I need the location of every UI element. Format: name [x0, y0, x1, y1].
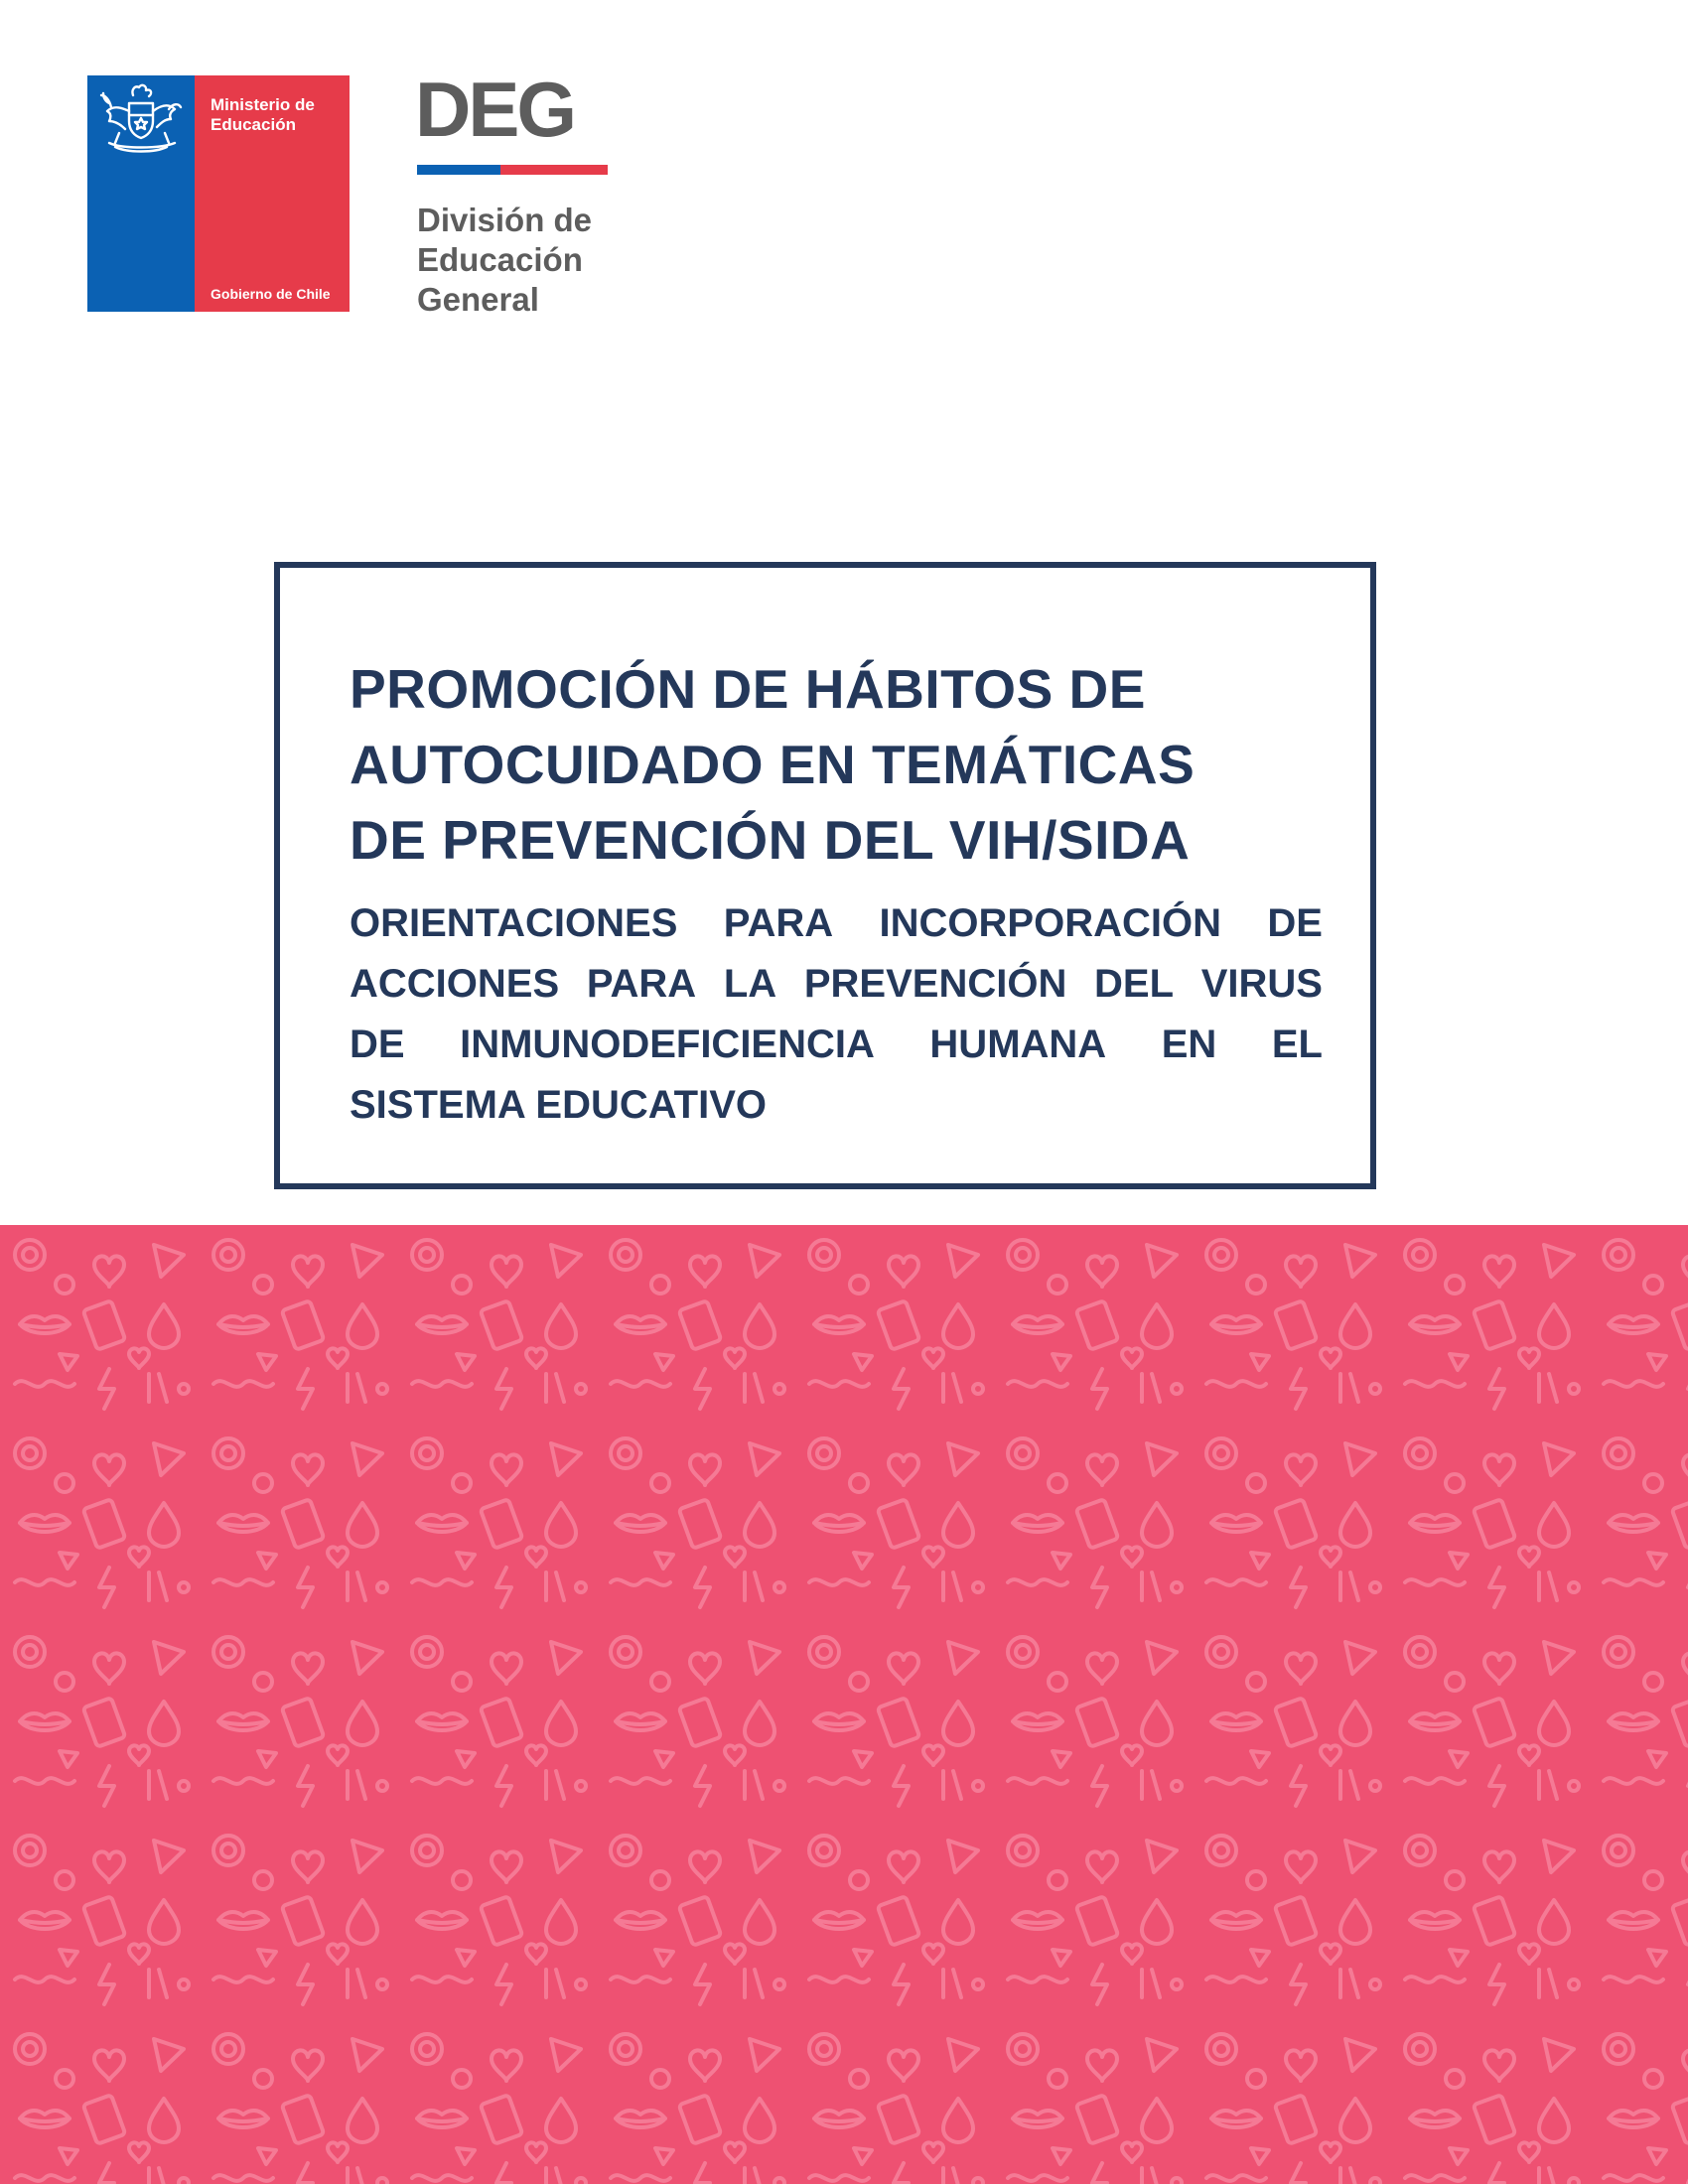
subtitle-word: DE: [1267, 901, 1323, 945]
title-box: [274, 562, 1376, 1189]
document-subtitle: [350, 893, 1323, 1136]
subtitle-line-1: [350, 893, 1323, 954]
subtitle-word: INMUNODEFICIENCIA: [460, 1023, 875, 1066]
flag-stripe-red: [500, 165, 608, 175]
subtitle-word: ORIENTACIONES: [350, 901, 678, 945]
subtitle-word: LA: [723, 962, 777, 1006]
subtitle-word: INCORPORACIÓN: [879, 901, 1221, 945]
subtitle-line-3: [350, 1015, 1323, 1075]
subtitle-word: PARA: [723, 901, 834, 945]
division-name-line-1: División de: [417, 202, 593, 238]
logo-blue-panel: [87, 75, 195, 312]
government-label: Gobierno de Chile: [211, 286, 331, 302]
ministry-name-line-1: Ministerio de: [211, 95, 315, 114]
title-line-1: PROMOCIÓN DE HÁBITOS DE: [350, 658, 1146, 720]
document-title: [350, 651, 1323, 878]
division-name-line-3: General: [417, 281, 539, 318]
subtitle-line-4: [350, 1075, 1323, 1136]
logo-red-panel: [195, 75, 350, 312]
subtitle-word: DEL: [1094, 962, 1175, 1006]
subtitle-line-2: [350, 954, 1323, 1015]
ministry-of-education-logo: [87, 75, 350, 312]
deg-logo: [415, 66, 614, 328]
title-line-3: DE PREVENCIÓN DEL VIH/SIDA: [350, 809, 1191, 871]
subtitle-word: PARA: [586, 962, 697, 1006]
subtitle-word: PREVENCIÓN: [803, 962, 1067, 1006]
subtitle-word: HUMANA: [929, 1023, 1107, 1066]
deg-acronym: DEG: [415, 66, 575, 153]
subtitle-word: EN: [1161, 1023, 1217, 1066]
subtitle-word: DE: [350, 1023, 405, 1066]
subtitle-word: VIRUS: [1200, 962, 1323, 1006]
ministry-name-line-2: Educación: [211, 115, 296, 134]
title-line-2: AUTOCUIDADO EN TEMÁTICAS: [350, 734, 1196, 795]
subtitle-word: EL: [1271, 1023, 1323, 1066]
ministry-name: [211, 95, 315, 135]
doodle-pattern: [0, 1225, 1688, 2184]
division-name-line-2: Educación: [417, 241, 583, 278]
subtitle-word: ACCIONES: [350, 962, 560, 1006]
flag-stripe: [417, 165, 608, 175]
coat-of-arms-icon: [95, 81, 187, 161]
division-name: [417, 201, 592, 320]
flag-stripe-blue: [417, 165, 500, 175]
subtitle-word: SISTEMA EDUCATIVO: [350, 1083, 768, 1127]
decorative-pattern-band: [0, 1225, 1688, 2184]
